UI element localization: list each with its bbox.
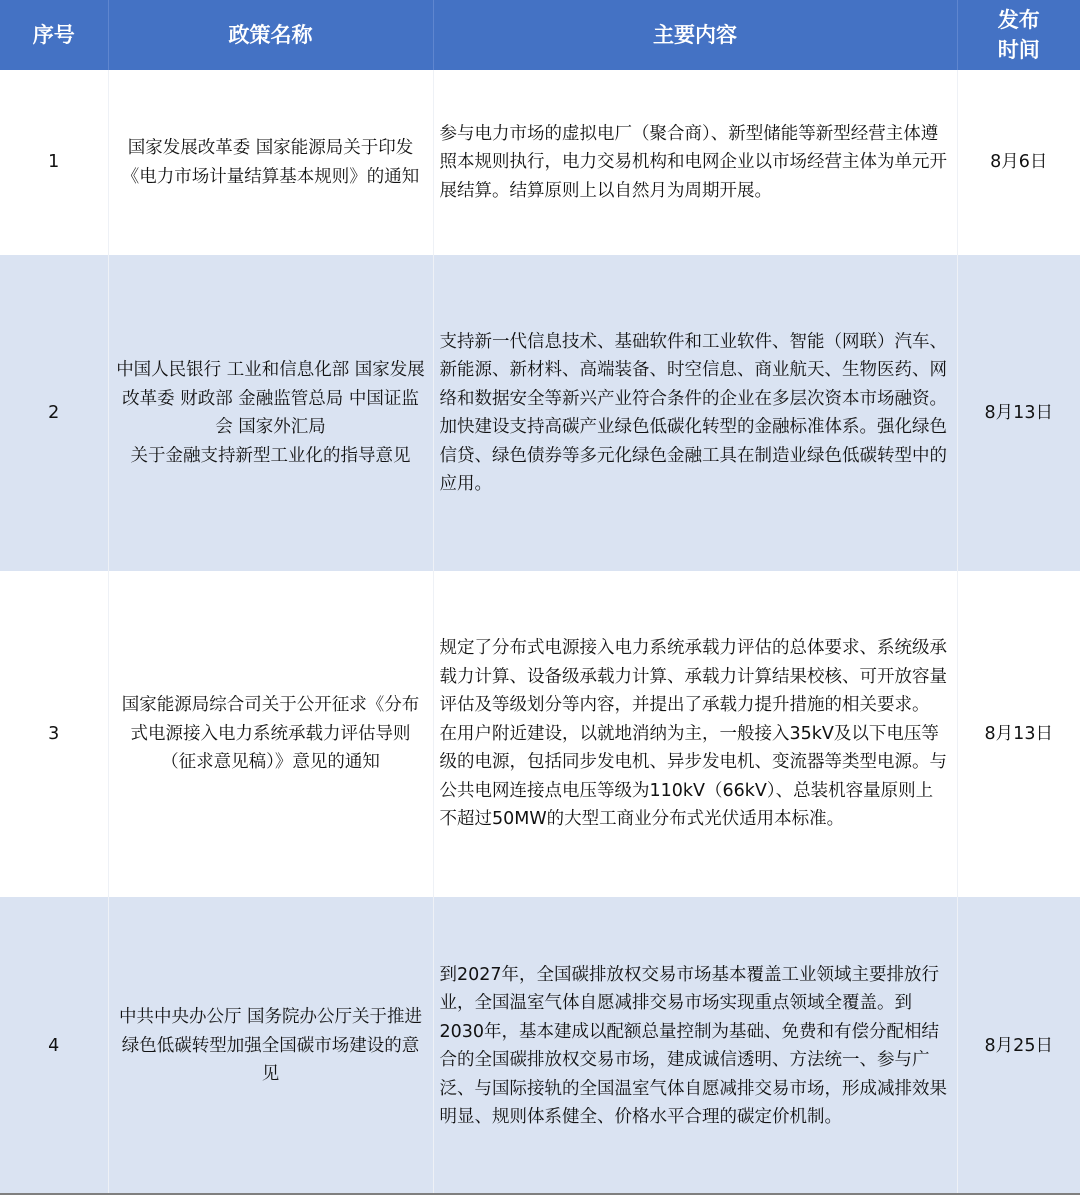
policy-name-line: 中国人民银行 工业和信息化部 国家发展改革委 财政部 金融监管总局 中国证监会 国家外汇局 (116, 360, 425, 438)
publish-date: 8月13日 (957, 571, 1080, 898)
content-paragraph: 到2027年，全国碳排放权交易市场基本覆盖工业领域主要排放行业，全国温室气体自愿减排交易市场实现重点领域全覆盖。到2030年，基本建成以配额总量控制为基础、免费和有偿分配相结合的全国碳排放权交易市场，建成诚信透明、方法统一、参与广泛、与国际接轨的全国温室气体自愿减排交易市场，形成减排效果明显、规则体系健全、价格水平合理的碳定价机制。 (439, 964, 947, 1128)
content-paragraph: 参与电力市场的虚拟电厂（聚合商）、新型储能等新型经营主体遵照本规则执行，电力交易机构和电网企业以市场经营主体为单元开展结算。结算原则上以自然月为周期开展。 (439, 123, 947, 201)
policy-name: 国家能源局综合司关于公开征求《分布式电源接入电力系统承载力评估导则（征求意见稿）》意见的通知 (108, 571, 433, 898)
policy-content (433, 255, 957, 571)
publish-date: 8月25日 (957, 897, 1080, 1195)
header-date (957, 0, 1080, 70)
header-date-line2: 时间 (997, 38, 1040, 62)
policy-name (108, 255, 433, 571)
publish-date: 8月6日 (957, 70, 1080, 255)
row-number: 2 (0, 255, 108, 571)
row-number: 3 (0, 571, 108, 898)
publish-date: 8月13日 (957, 255, 1080, 571)
header-no: 序号 (0, 0, 108, 70)
table-header-row (0, 0, 1080, 70)
policy-content (433, 897, 957, 1195)
policy-name: 国家发展改革委 国家能源局关于印发《电力市场计量结算基本规则》的通知 (108, 70, 433, 255)
table-row (0, 255, 1080, 571)
table-row (0, 897, 1080, 1195)
table-row (0, 571, 1080, 898)
row-number: 1 (0, 70, 108, 255)
content-paragraph: 支持新一代信息技术、基础软件和工业软件、智能（网联）汽车、新能源、新材料、高端装备、时空信息、商业航天、生物医药、网络和数据安全等新兴产业符合条件的企业在多层次资本市场融资。加快建设支持高碳产业绿色低碳化转型的金融标准体系。强化绿色信贷、绿色债券等多元化绿色金融工具在制造业绿色低碳转型中的应用。 (439, 331, 947, 495)
policy-name-line: 关于金融支持新型工业化的指导意见 (130, 445, 411, 466)
header-name: 政策名称 (108, 0, 433, 70)
policy-content (433, 571, 957, 898)
row-number: 4 (0, 897, 108, 1195)
content-paragraph: 在用户附近建设，以就地消纳为主，一般接入35kV及以下电压等级的电源，包括同步发电机、异步发电机、变流器等类型电源。与公共电网连接点电压等级为110kV（66kV）、总装机容量原则上不超过50MW的大型工商业分布式光伏适用本标准。 (439, 723, 947, 830)
policy-name: 中共中央办公厅 国务院办公厅关于推进绿色低碳转型加强全国碳市场建设的意见 (108, 897, 433, 1195)
policy-content (433, 70, 957, 255)
header-content: 主要内容 (433, 0, 957, 70)
content-paragraph: 规定了分布式电源接入电力系统承载力评估的总体要求、系统级承载力计算、设备级承载力计算、承载力计算结果校核、可开放容量评估及等级划分等内容，并提出了承载力提升措施的相关要求。 (439, 638, 947, 716)
header-date-line1: 发布 (997, 8, 1040, 32)
table-row (0, 70, 1080, 255)
